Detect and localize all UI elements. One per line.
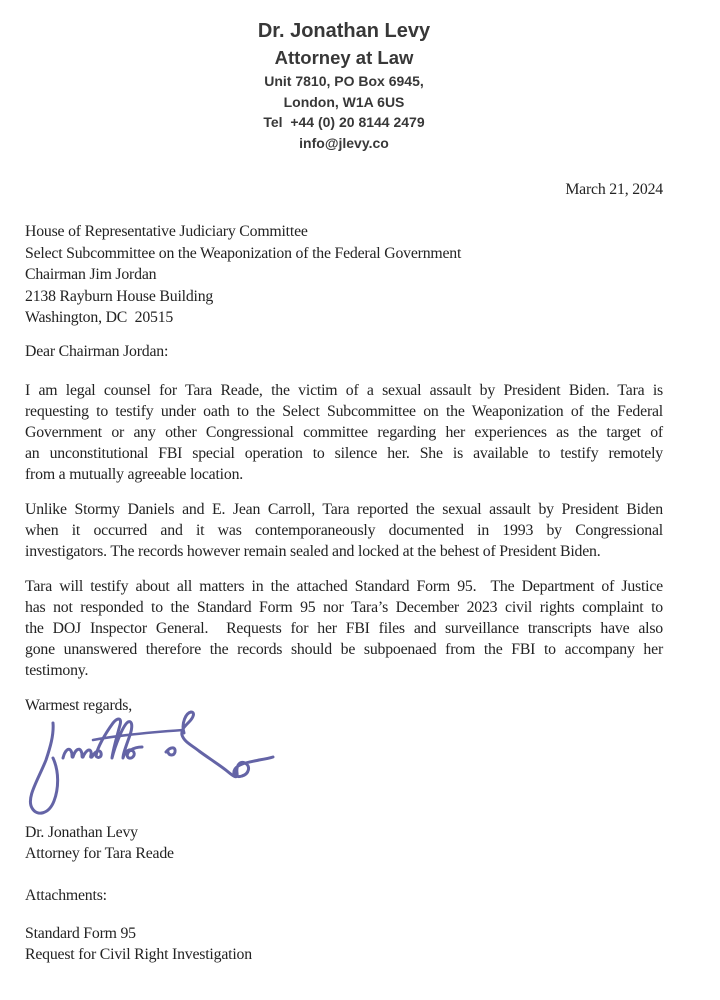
body-paragraph-1 bbox=[25, 380, 663, 485]
attachments-heading: Attachments: bbox=[25, 886, 107, 904]
body-line: Unlike Stormy Daniels and E. Jean Carroll, Tara reported the sexual assault by President Biden bbox=[25, 500, 663, 518]
recipient-line: Select Subcommittee on the Weaponization of the Federal Government bbox=[25, 244, 462, 262]
body-line: gone unanswered therefore the records should be subpoenaed from the FBI to accompany her bbox=[25, 640, 663, 658]
letterhead-phone: Tel +44 (0) 20 8144 2479 bbox=[263, 114, 425, 130]
valediction: Warmest regards, bbox=[25, 696, 132, 714]
body-line: from a mutually agreeable location. bbox=[25, 465, 244, 483]
attachment-item: Standard Form 95 bbox=[25, 924, 136, 942]
body-line: an unconstitutional FBI special operation to silence her. She is available to testify remotely bbox=[25, 444, 663, 462]
attachment-item: Request for Civil Right Investigation bbox=[25, 945, 252, 963]
signature-stroke-flourish bbox=[182, 712, 273, 777]
signature-stroke-squiggle bbox=[166, 747, 175, 754]
body-line: I am legal counsel for Tara Reade, the victim of a sexual assault by President Biden. Tara is bbox=[25, 381, 663, 399]
body-paragraph-3 bbox=[25, 576, 663, 681]
salutation: Dear Chairman Jordan: bbox=[25, 342, 169, 360]
signature bbox=[25, 710, 277, 822]
letterhead bbox=[25, 18, 663, 153]
body-line: investigators. The records however remain sealed and locked at the behest of President Biden. bbox=[25, 542, 601, 560]
recipient-line: Washington, DC 20515 bbox=[25, 309, 174, 326]
body-line: testimony. bbox=[25, 661, 89, 679]
signer-title: Attorney for Tara Reade bbox=[25, 844, 174, 862]
body-paragraph-2 bbox=[25, 499, 663, 562]
body-line: Government or any other Congressional committee regarding her experiences as the target of bbox=[25, 423, 663, 441]
recipient-address bbox=[25, 221, 663, 329]
body-line: Tara will testify about all matters in the attached Standard Form 95. The Department of Justice bbox=[25, 577, 663, 595]
body-line: has not responded to the Standard Form 95 nor Tara’s December 2023 civil rights complaint to bbox=[25, 598, 663, 616]
signer-name: Dr. Jonathan Levy bbox=[25, 823, 138, 841]
recipient-line: House of Representative Judiciary Committee bbox=[25, 223, 308, 240]
recipient-line: 2138 Rayburn House Building bbox=[25, 287, 214, 305]
body-line: requesting to testify under oath to the Select Subcommittee on the Weaponization of the Federal bbox=[25, 402, 663, 420]
letter-date: March 21, 2024 bbox=[565, 181, 663, 198]
letterhead-address-line2: London, W1A 6US bbox=[283, 93, 405, 110]
letterhead-title: Attorney at Law bbox=[274, 47, 414, 68]
body-line: when it occurred and it was contemporaneously documented in 1993 by Congressional bbox=[25, 521, 663, 539]
signature-ink-icon bbox=[25, 710, 277, 822]
signature-stroke-j bbox=[30, 723, 57, 813]
letterhead-name: Dr. Jonathan Levy bbox=[257, 20, 431, 42]
recipient-line: Chairman Jim Jordan bbox=[25, 266, 157, 283]
body-line: the DOJ Inspector General. Requests for her FBI files and surveillance transcripts have also bbox=[25, 619, 663, 637]
letterhead-email: info@jlevy.co bbox=[299, 134, 389, 151]
letterhead-address-line1: Unit 7810, PO Box 6945, bbox=[264, 73, 424, 89]
